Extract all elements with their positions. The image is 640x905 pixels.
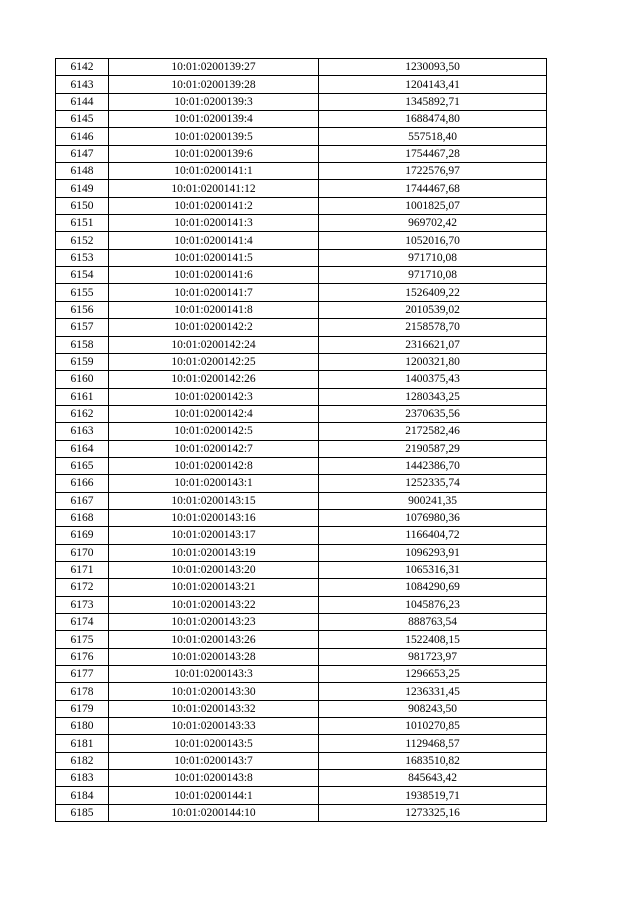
row-number-cell: 6152: [56, 232, 109, 249]
row-number-cell: 6176: [56, 648, 109, 665]
cadastral-value-cell: 971710,08: [319, 249, 547, 266]
cadastral-value-cell: 1526409,22: [319, 284, 547, 301]
row-number-cell: 6185: [56, 804, 109, 821]
cadastral-number-cell: 10:01:0200143:23: [109, 614, 319, 631]
table-row: [56, 76, 547, 93]
cadastral-value-cell: 1166404,72: [319, 527, 547, 544]
cadastral-value-cell: 2190587,29: [319, 440, 547, 457]
cadastral-number-cell: 10:01:0200143:15: [109, 492, 319, 509]
cadastral-value-cell: 2316621,07: [319, 336, 547, 353]
row-number-cell: 6153: [56, 249, 109, 266]
cadastral-value-cell: 900241,35: [319, 492, 547, 509]
cadastral-number-cell: 10:01:0200143:22: [109, 596, 319, 613]
cadastral-value-cell: 1252335,74: [319, 475, 547, 492]
table-row: [56, 232, 547, 249]
cadastral-value-cell: 1045876,23: [319, 596, 547, 613]
row-number-cell: 6181: [56, 735, 109, 752]
row-number-cell: 6182: [56, 752, 109, 769]
table-row: [56, 423, 547, 440]
table-row: [56, 596, 547, 613]
cadastral-value-cell: 1129468,57: [319, 735, 547, 752]
cadastral-value-cell: 845643,42: [319, 770, 547, 787]
table-row: [56, 752, 547, 769]
cadastral-value-cell: 1754467,28: [319, 145, 547, 162]
cadastral-number-cell: 10:01:0200143:26: [109, 631, 319, 648]
table-row: [56, 527, 547, 544]
cadastral-number-cell: 10:01:0200143:33: [109, 718, 319, 735]
cadastral-value-cell: 1096293,91: [319, 544, 547, 561]
cadastral-value-cell: 969702,42: [319, 215, 547, 232]
cadastral-number-cell: 10:01:0200143:3: [109, 666, 319, 683]
cadastral-number-cell: 10:01:0200143:19: [109, 544, 319, 561]
row-number-cell: 6163: [56, 423, 109, 440]
cadastral-value-cell: 1296653,25: [319, 666, 547, 683]
cadastral-value-table: [55, 58, 547, 822]
cadastral-number-cell: 10:01:0200142:3: [109, 388, 319, 405]
cadastral-number-cell: 10:01:0200141:6: [109, 267, 319, 284]
row-number-cell: 6178: [56, 683, 109, 700]
cadastral-value-cell: 1204143,41: [319, 76, 547, 93]
row-number-cell: 6150: [56, 197, 109, 214]
table-row: [56, 215, 547, 232]
cadastral-number-cell: 10:01:0200143:28: [109, 648, 319, 665]
row-number-cell: 6173: [56, 596, 109, 613]
cadastral-number-cell: 10:01:0200142:24: [109, 336, 319, 353]
table-row: [56, 111, 547, 128]
table-row: [56, 145, 547, 162]
cadastral-number-cell: 10:01:0200141:5: [109, 249, 319, 266]
cadastral-value-cell: 1001825,07: [319, 197, 547, 214]
cadastral-number-cell: 10:01:0200143:21: [109, 579, 319, 596]
table-row: [56, 579, 547, 596]
cadastral-number-cell: 10:01:0200142:25: [109, 353, 319, 370]
cadastral-number-cell: 10:01:0200142:8: [109, 457, 319, 474]
cadastral-value-cell: 1683510,82: [319, 752, 547, 769]
table-row: [56, 614, 547, 631]
cadastral-value-cell: 1280343,25: [319, 388, 547, 405]
row-number-cell: 6147: [56, 145, 109, 162]
cadastral-number-cell: 10:01:0200143:8: [109, 770, 319, 787]
row-number-cell: 6183: [56, 770, 109, 787]
table-row: [56, 631, 547, 648]
cadastral-number-cell: 10:01:0200143:7: [109, 752, 319, 769]
table-row: [56, 475, 547, 492]
cadastral-number-cell: 10:01:0200141:8: [109, 301, 319, 318]
cadastral-value-cell: 1010270,85: [319, 718, 547, 735]
cadastral-value-cell: 2370635,56: [319, 405, 547, 422]
table-row: [56, 804, 547, 821]
cadastral-value-cell: 1442386,70: [319, 457, 547, 474]
table-row: [56, 683, 547, 700]
cadastral-value-cell: 557518,40: [319, 128, 547, 145]
table-row: [56, 735, 547, 752]
cadastral-value-cell: 1400375,43: [319, 371, 547, 388]
table-row: [56, 59, 547, 76]
row-number-cell: 6145: [56, 111, 109, 128]
row-number-cell: 6177: [56, 666, 109, 683]
cadastral-number-cell: 10:01:0200144:10: [109, 804, 319, 821]
row-number-cell: 6155: [56, 284, 109, 301]
cadastral-number-cell: 10:01:0200139:6: [109, 145, 319, 162]
cadastral-value-cell: 1230093,50: [319, 59, 547, 76]
cadastral-value-cell: 971710,08: [319, 267, 547, 284]
row-number-cell: 6167: [56, 492, 109, 509]
cadastral-number-cell: 10:01:0200141:4: [109, 232, 319, 249]
cadastral-number-cell: 10:01:0200142:5: [109, 423, 319, 440]
cadastral-number-cell: 10:01:0200143:32: [109, 700, 319, 717]
cadastral-number-cell: 10:01:0200141:3: [109, 215, 319, 232]
row-number-cell: 6180: [56, 718, 109, 735]
row-number-cell: 6164: [56, 440, 109, 457]
table-row: [56, 492, 547, 509]
table-row: [56, 561, 547, 578]
cadastral-value-cell: 2158578,70: [319, 319, 547, 336]
row-number-cell: 6168: [56, 509, 109, 526]
row-number-cell: 6175: [56, 631, 109, 648]
row-number-cell: 6149: [56, 180, 109, 197]
cadastral-value-cell: 1065316,31: [319, 561, 547, 578]
cadastral-value-cell: 1273325,16: [319, 804, 547, 821]
cadastral-value-cell: 908243,50: [319, 700, 547, 717]
table-row: [56, 666, 547, 683]
cadastral-number-cell: 10:01:0200142:26: [109, 371, 319, 388]
row-number-cell: 6151: [56, 215, 109, 232]
table-body: [56, 59, 547, 822]
cadastral-number-cell: 10:01:0200142:7: [109, 440, 319, 457]
table-row: [56, 700, 547, 717]
row-number-cell: 6157: [56, 319, 109, 336]
cadastral-number-cell: 10:01:0200139:3: [109, 93, 319, 110]
cadastral-value-cell: 1345892,71: [319, 93, 547, 110]
cadastral-value-cell: 1200321,80: [319, 353, 547, 370]
cadastral-value-cell: 1522408,15: [319, 631, 547, 648]
table-row: [56, 128, 547, 145]
row-number-cell: 6159: [56, 353, 109, 370]
table-row: [56, 544, 547, 561]
row-number-cell: 6172: [56, 579, 109, 596]
row-number-cell: 6169: [56, 527, 109, 544]
cadastral-value-cell: 888763,54: [319, 614, 547, 631]
row-number-cell: 6142: [56, 59, 109, 76]
table-row: [56, 718, 547, 735]
table-row: [56, 405, 547, 422]
cadastral-number-cell: 10:01:0200143:1: [109, 475, 319, 492]
cadastral-value-cell: 1084290,69: [319, 579, 547, 596]
cadastral-number-cell: 10:01:0200143:16: [109, 509, 319, 526]
row-number-cell: 6170: [56, 544, 109, 561]
cadastral-value-cell: 1688474,80: [319, 111, 547, 128]
row-number-cell: 6144: [56, 93, 109, 110]
row-number-cell: 6165: [56, 457, 109, 474]
table-row: [56, 371, 547, 388]
row-number-cell: 6158: [56, 336, 109, 353]
cadastral-value-cell: 2010539,02: [319, 301, 547, 318]
table-row: [56, 319, 547, 336]
row-number-cell: 6184: [56, 787, 109, 804]
cadastral-number-cell: 10:01:0200142:2: [109, 319, 319, 336]
cadastral-number-cell: 10:01:0200144:1: [109, 787, 319, 804]
row-number-cell: 6166: [56, 475, 109, 492]
cadastral-number-cell: 10:01:0200141:1: [109, 163, 319, 180]
table-row: [56, 93, 547, 110]
table-row: [56, 336, 547, 353]
cadastral-number-cell: 10:01:0200143:30: [109, 683, 319, 700]
table-row: [56, 440, 547, 457]
row-number-cell: 6146: [56, 128, 109, 145]
table-row: [56, 180, 547, 197]
row-number-cell: 6179: [56, 700, 109, 717]
row-number-cell: 6162: [56, 405, 109, 422]
row-number-cell: 6174: [56, 614, 109, 631]
row-number-cell: 6154: [56, 267, 109, 284]
cadastral-value-cell: 1744467,68: [319, 180, 547, 197]
row-number-cell: 6161: [56, 388, 109, 405]
row-number-cell: 6160: [56, 371, 109, 388]
cadastral-value-cell: 2172582,46: [319, 423, 547, 440]
table-row: [56, 787, 547, 804]
row-number-cell: 6156: [56, 301, 109, 318]
table-row: [56, 388, 547, 405]
cadastral-number-cell: 10:01:0200141:12: [109, 180, 319, 197]
table-row: [56, 353, 547, 370]
cadastral-number-cell: 10:01:0200139:28: [109, 76, 319, 93]
cadastral-value-cell: 1236331,45: [319, 683, 547, 700]
table-row: [56, 457, 547, 474]
cadastral-number-cell: 10:01:0200139:4: [109, 111, 319, 128]
row-number-cell: 6143: [56, 76, 109, 93]
cadastral-value-cell: 1076980,36: [319, 509, 547, 526]
cadastral-value-cell: 1052016,70: [319, 232, 547, 249]
cadastral-number-cell: 10:01:0200139:5: [109, 128, 319, 145]
table-row: [56, 163, 547, 180]
cadastral-number-cell: 10:01:0200139:27: [109, 59, 319, 76]
table-row: [56, 770, 547, 787]
cadastral-value-cell: 1938519,71: [319, 787, 547, 804]
cadastral-number-cell: 10:01:0200143:20: [109, 561, 319, 578]
table-row: [56, 284, 547, 301]
cadastral-number-cell: 10:01:0200142:4: [109, 405, 319, 422]
table-row: [56, 249, 547, 266]
cadastral-value-cell: 981723,97: [319, 648, 547, 665]
table-row: [56, 301, 547, 318]
cadastral-number-cell: 10:01:0200143:17: [109, 527, 319, 544]
table-row: [56, 267, 547, 284]
table-row: [56, 509, 547, 526]
row-number-cell: 6148: [56, 163, 109, 180]
table-row: [56, 648, 547, 665]
cadastral-value-cell: 1722576,97: [319, 163, 547, 180]
cadastral-number-cell: 10:01:0200141:2: [109, 197, 319, 214]
table-row: [56, 197, 547, 214]
row-number-cell: 6171: [56, 561, 109, 578]
cadastral-number-cell: 10:01:0200141:7: [109, 284, 319, 301]
cadastral-number-cell: 10:01:0200143:5: [109, 735, 319, 752]
